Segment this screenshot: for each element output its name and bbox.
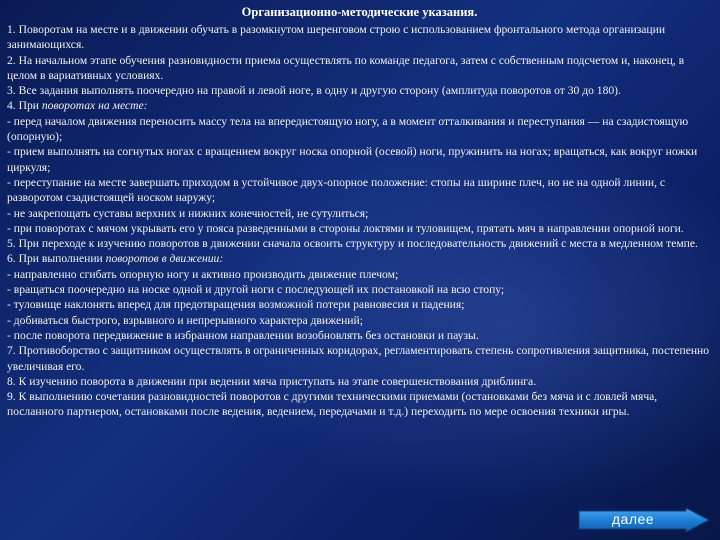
instruction-item-3: 3. Все задания выполнять поочередно на правой и левой ноге, в одну и другую сторону (амплитуда поворотов от 30 до 180). xyxy=(7,84,621,98)
instruction-item-7: 7. Противоборство с защитником осуществлять в ограниченных коридорах, регламентировать степень сопротивления защитника, постепенно увеличивая его. xyxy=(7,344,710,373)
instruction-item-8: 8. К изучению поворота в движении при ведении мяча приступать на этапе совершенствования дриблинга. xyxy=(7,374,537,388)
instruction-item-9: 9. К выполнению сочетания разновидностей поворотов с другими техническими приемами (остановками без мяча и с ловлей мяча, посланного партнером, остановками после ведения, ведением, передачами и т.д.) переходить по мере освоения техники игры. xyxy=(7,390,658,419)
instruction-subitem: - добиваться быстрого, взрывного и непрерывного характера движений; xyxy=(7,313,363,327)
instruction-item-5: 5. При переходе к изучению поворотов в движении сначала освоить структуру и последовательность движений с места в медленном темпе. xyxy=(7,237,698,251)
instruction-subitem: - прием выполнять на согнутых ногах с вращением вокруг носка опорной (осевой) ноги, пружинить на ногах; вращаться, как вокруг ножки циркуля; xyxy=(7,145,698,174)
instruction-subitem: - вращаться поочередно на носке одной и другой ноги с последующей их постановкой на всю стопу; xyxy=(7,283,505,297)
instruction-item-6 xyxy=(7,251,712,266)
instruction-item-6-prefix: 6. При выполнении xyxy=(7,252,106,266)
instruction-item-1: 1. Поворотам на месте и в движении обучать в разомкнутом шеренговом строю с использованием фронтального метода организации занимающихся. xyxy=(7,23,666,52)
instruction-subitem: - туловище наклонять вперед для предотвращения возможной потери равновесия и падения; xyxy=(7,298,465,312)
next-button-label: далее xyxy=(611,511,655,527)
instructions-body xyxy=(7,22,712,420)
instruction-subitem: - не закрепощать суставы верхних и нижних конечностей, не сутулиться; xyxy=(7,206,369,220)
instruction-subitem: - после поворота передвижение в избранном направлении возобновлять без остановки и паузы. xyxy=(7,328,479,342)
instruction-subitem: - направленно сгибать опорную ногу и активно производить движение плечом; xyxy=(7,267,399,281)
instruction-item-2: 2. На начальном этапе обучения разновидности приема осуществлять по команде педагога, затем с собственным подсчетом и, наконец, в целом в вариативных условиях. xyxy=(7,53,685,82)
next-button[interactable] xyxy=(578,507,710,533)
page-title: Организационно-методические указания. xyxy=(241,5,478,19)
instruction-subitem: - переступание на месте завершать приходом в устойчивое двух-опорное положение: стопы на ширине плеч, но не на одной линии, с разворотом сзадистоящей носком наружу; xyxy=(7,175,666,205)
instruction-item-4 xyxy=(7,98,712,113)
instruction-subitem: - при поворотах с мячом укрывать его у пояса разведенными в стороны локтями и туловищем, прятать мяч в направлении опорной ноги. xyxy=(7,221,684,235)
instruction-item-6-emphasis: поворотов в движении: xyxy=(105,252,224,266)
instruction-item-4-emphasis: поворотах на месте: xyxy=(41,99,148,113)
instruction-subitem: - перед началом движения переносить массу тела на впередистоящую ногу, а в момент отталкивания и переступания — на сзадистоящую (опорную); xyxy=(7,114,689,144)
instruction-item-4-prefix: 4. При xyxy=(7,99,42,113)
